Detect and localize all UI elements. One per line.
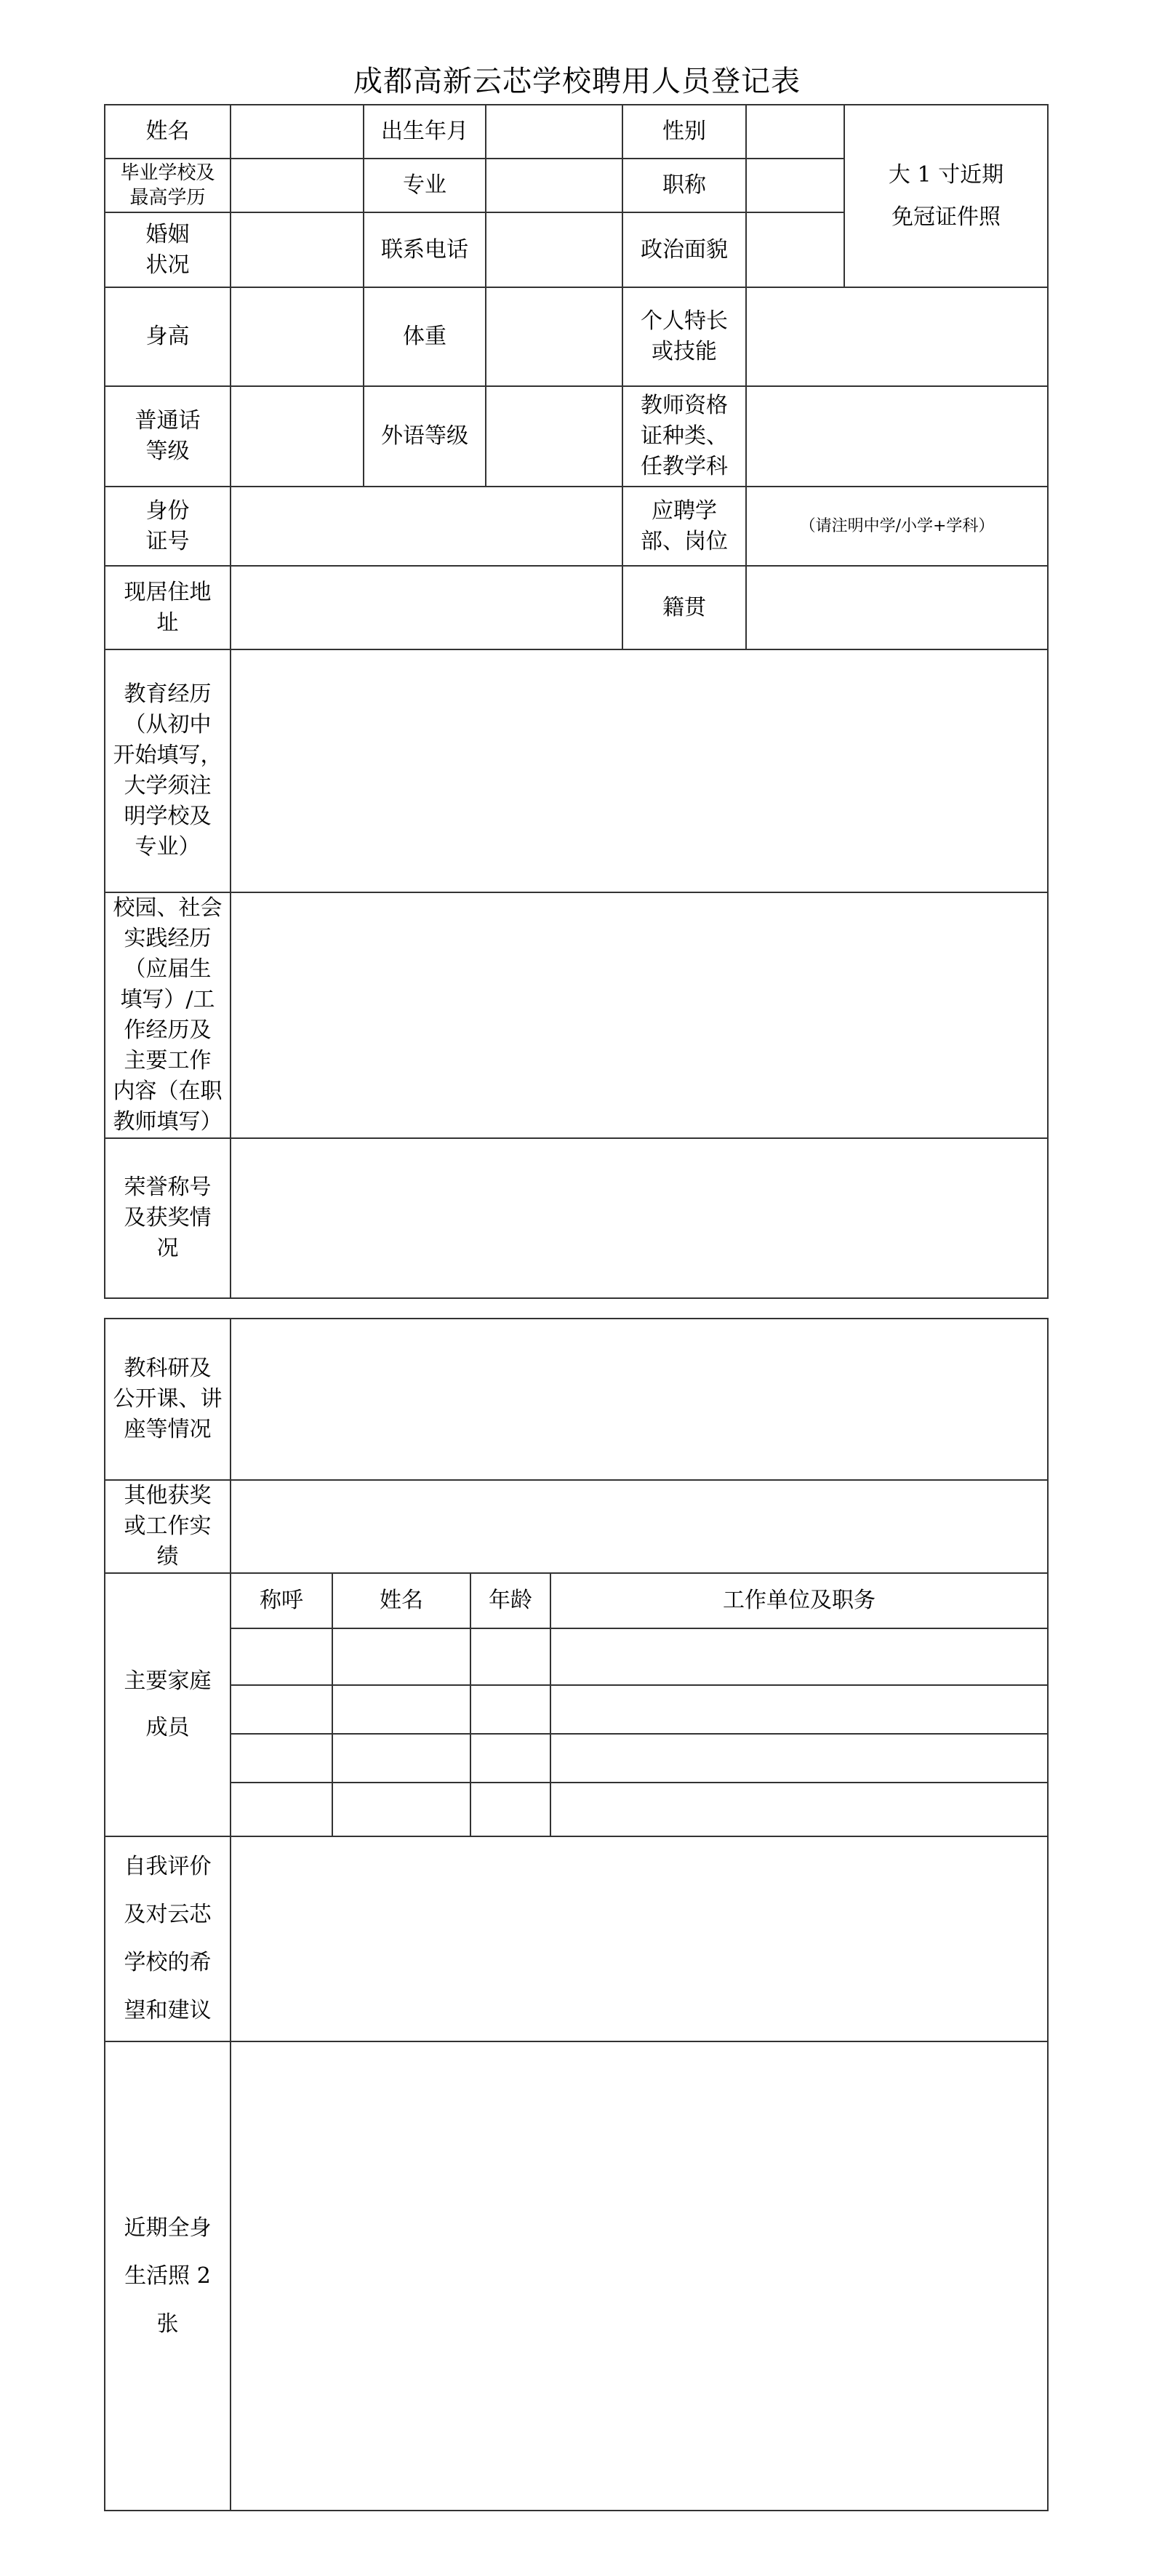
teacher-cert-line2: 证种类、 — [641, 423, 728, 449]
id-photo-box[interactable] — [844, 105, 1048, 287]
gender-field[interactable] — [746, 105, 844, 159]
other-awards-field[interactable] — [231, 1480, 1048, 1573]
photo-instruction-line1: 大 1 寸近期 — [888, 161, 1004, 188]
school-label-line2: 最高学历 — [129, 187, 206, 209]
marital-field[interactable] — [231, 212, 364, 287]
id-number-line1: 身份 — [145, 497, 190, 524]
mandarin-label-line1: 普通话 — [135, 408, 201, 433]
research-field[interactable] — [231, 1319, 1048, 1480]
family-cell[interactable] — [470, 1685, 550, 1734]
family-cell[interactable] — [550, 1734, 1048, 1783]
id-number-line2: 证号 — [145, 528, 190, 554]
marital-label-line2: 状况 — [145, 252, 190, 278]
family-cell[interactable] — [470, 1783, 550, 1836]
major-field[interactable] — [486, 159, 622, 212]
family-cell[interactable] — [231, 1783, 332, 1836]
education-line: （从初中 — [124, 712, 212, 737]
family-cell[interactable] — [470, 1734, 550, 1783]
research-line: 公开课、讲 — [113, 1386, 223, 1412]
registration-form-part-1 — [104, 104, 1049, 1299]
id-number-label — [105, 487, 231, 566]
practice-label — [105, 892, 231, 1138]
family-cell[interactable] — [231, 1734, 332, 1783]
honor-line: 况 — [156, 1236, 179, 1261]
address-label-line2: 址 — [156, 609, 179, 636]
phone-field[interactable] — [486, 212, 622, 287]
research-line: 教科研及 — [124, 1356, 212, 1381]
life-photo-line: 张 — [156, 2311, 179, 2337]
registration-form-part-2 — [104, 1318, 1049, 2511]
teacher-cert-label — [622, 386, 746, 487]
foreign-language-label: 外语等级 — [364, 386, 486, 487]
skill-label-line2: 或技能 — [652, 339, 717, 364]
other-awards-label — [105, 1480, 231, 1573]
birth-field[interactable] — [486, 105, 622, 159]
family-label — [105, 1573, 231, 1836]
family-cell[interactable] — [332, 1685, 470, 1734]
apply-post-line1: 应聘学 — [652, 497, 717, 524]
weight-field[interactable] — [486, 287, 622, 386]
teacher-cert-line1: 教师资格 — [641, 393, 728, 418]
practice-line: （应届生 — [124, 956, 212, 982]
family-header-work: 工作单位及职务 — [550, 1573, 1048, 1628]
photo-instruction-line2: 免冠证件照 — [891, 204, 1001, 230]
native-place-field[interactable] — [746, 566, 1048, 649]
research-line: 座等情况 — [124, 1417, 212, 1442]
practice-field[interactable] — [231, 892, 1048, 1138]
address-label-line1: 现居住地 — [124, 579, 212, 605]
family-label-line: 成员 — [145, 1715, 190, 1740]
self-eval-label — [105, 1836, 231, 2041]
practice-line: 主要工作 — [124, 1048, 212, 1073]
phone-label: 联系电话 — [364, 212, 486, 287]
life-photo-field[interactable] — [231, 2041, 1048, 2511]
life-photo-label — [105, 2041, 231, 2511]
practice-line: 校园、社会 — [113, 895, 223, 921]
teacher-cert-field[interactable] — [746, 386, 1048, 487]
skill-label — [622, 287, 746, 386]
education-line: 教育经历 — [124, 681, 212, 707]
mandarin-label — [105, 386, 231, 487]
life-photo-line: 近期全身 — [124, 2215, 212, 2241]
marital-label — [105, 212, 231, 287]
education-line: 专业） — [135, 834, 201, 860]
teacher-cert-line3: 任教学科 — [641, 454, 728, 479]
family-cell[interactable] — [550, 1783, 1048, 1836]
job-title-field[interactable] — [746, 159, 844, 212]
native-place-label: 籍贯 — [622, 566, 746, 649]
address-label — [105, 566, 231, 649]
apply-post-field[interactable]: （请注明中学/小学+学科） — [746, 487, 1048, 566]
education-line: 大学须注 — [124, 773, 212, 799]
name-field[interactable] — [231, 105, 364, 159]
family-cell[interactable] — [332, 1783, 470, 1836]
id-number-field[interactable] — [231, 487, 622, 566]
family-cell[interactable] — [550, 1628, 1048, 1685]
major-label: 专业 — [364, 159, 486, 212]
practice-line: 实践经历 — [124, 926, 212, 951]
gender-label: 性别 — [622, 105, 746, 159]
marital-label-line1: 婚姻 — [145, 221, 190, 247]
height-field[interactable] — [231, 287, 364, 386]
apply-post-line2: 部、岗位 — [641, 528, 728, 554]
self-eval-field[interactable] — [231, 1836, 1048, 2041]
height-label: 身高 — [105, 287, 231, 386]
family-header-name: 姓名 — [332, 1573, 470, 1628]
school-label-line1: 毕业学校及 — [120, 162, 215, 184]
self-eval-line: 学校的希 — [124, 1950, 212, 1975]
practice-line: 填写）/工 — [120, 987, 215, 1012]
political-label: 政治面貌 — [622, 212, 746, 287]
family-cell[interactable] — [231, 1685, 332, 1734]
self-eval-line: 望和建议 — [124, 1998, 212, 2023]
address-field[interactable] — [231, 566, 622, 649]
school-field[interactable] — [231, 159, 364, 212]
other-awards-line: 其他获奖 — [124, 1483, 212, 1508]
education-label — [105, 649, 231, 892]
foreign-language-field[interactable] — [486, 386, 622, 487]
skill-field[interactable] — [746, 287, 1048, 386]
family-cell[interactable] — [470, 1628, 550, 1685]
life-photo-line: 生活照 2 — [124, 2263, 211, 2289]
mandarin-field[interactable] — [231, 386, 364, 487]
job-title-label: 职称 — [622, 159, 746, 212]
birth-label: 出生年月 — [364, 105, 486, 159]
page-title: 成都高新云芯学校聘用人员登记表 — [353, 65, 801, 98]
apply-post-label — [622, 487, 746, 566]
family-header-age: 年龄 — [470, 1573, 550, 1628]
family-cell[interactable] — [550, 1685, 1048, 1734]
mandarin-label-line2: 等级 — [145, 439, 190, 464]
practice-line: 教师填写） — [113, 1109, 223, 1135]
research-label — [105, 1319, 231, 1480]
family-cell[interactable] — [332, 1628, 470, 1685]
honor-line: 及获奖情 — [124, 1205, 212, 1231]
skill-label-line1: 个人特长 — [641, 308, 728, 334]
weight-label: 体重 — [364, 287, 486, 386]
education-line: 开始填写， — [113, 743, 223, 768]
honor-line: 荣誉称号 — [124, 1175, 212, 1200]
self-eval-line: 自我评价 — [124, 1854, 212, 1879]
practice-line: 作经历及 — [124, 1017, 212, 1043]
other-awards-line: 绩 — [156, 1544, 179, 1569]
education-field[interactable] — [231, 649, 1048, 892]
honor-label — [105, 1138, 231, 1298]
honor-field[interactable] — [231, 1138, 1048, 1298]
name-label: 姓名 — [105, 105, 231, 159]
other-awards-line: 或工作实 — [124, 1513, 212, 1539]
family-header-relation: 称呼 — [231, 1573, 332, 1628]
family-cell[interactable] — [332, 1734, 470, 1783]
political-field[interactable] — [746, 212, 844, 287]
self-eval-line: 及对云芯 — [124, 1902, 212, 1927]
family-cell[interactable] — [231, 1628, 332, 1685]
family-label-line: 主要家庭 — [124, 1668, 212, 1694]
practice-line: 内容（在职 — [113, 1079, 223, 1104]
education-line: 明学校及 — [124, 804, 212, 829]
school-label — [105, 159, 231, 212]
